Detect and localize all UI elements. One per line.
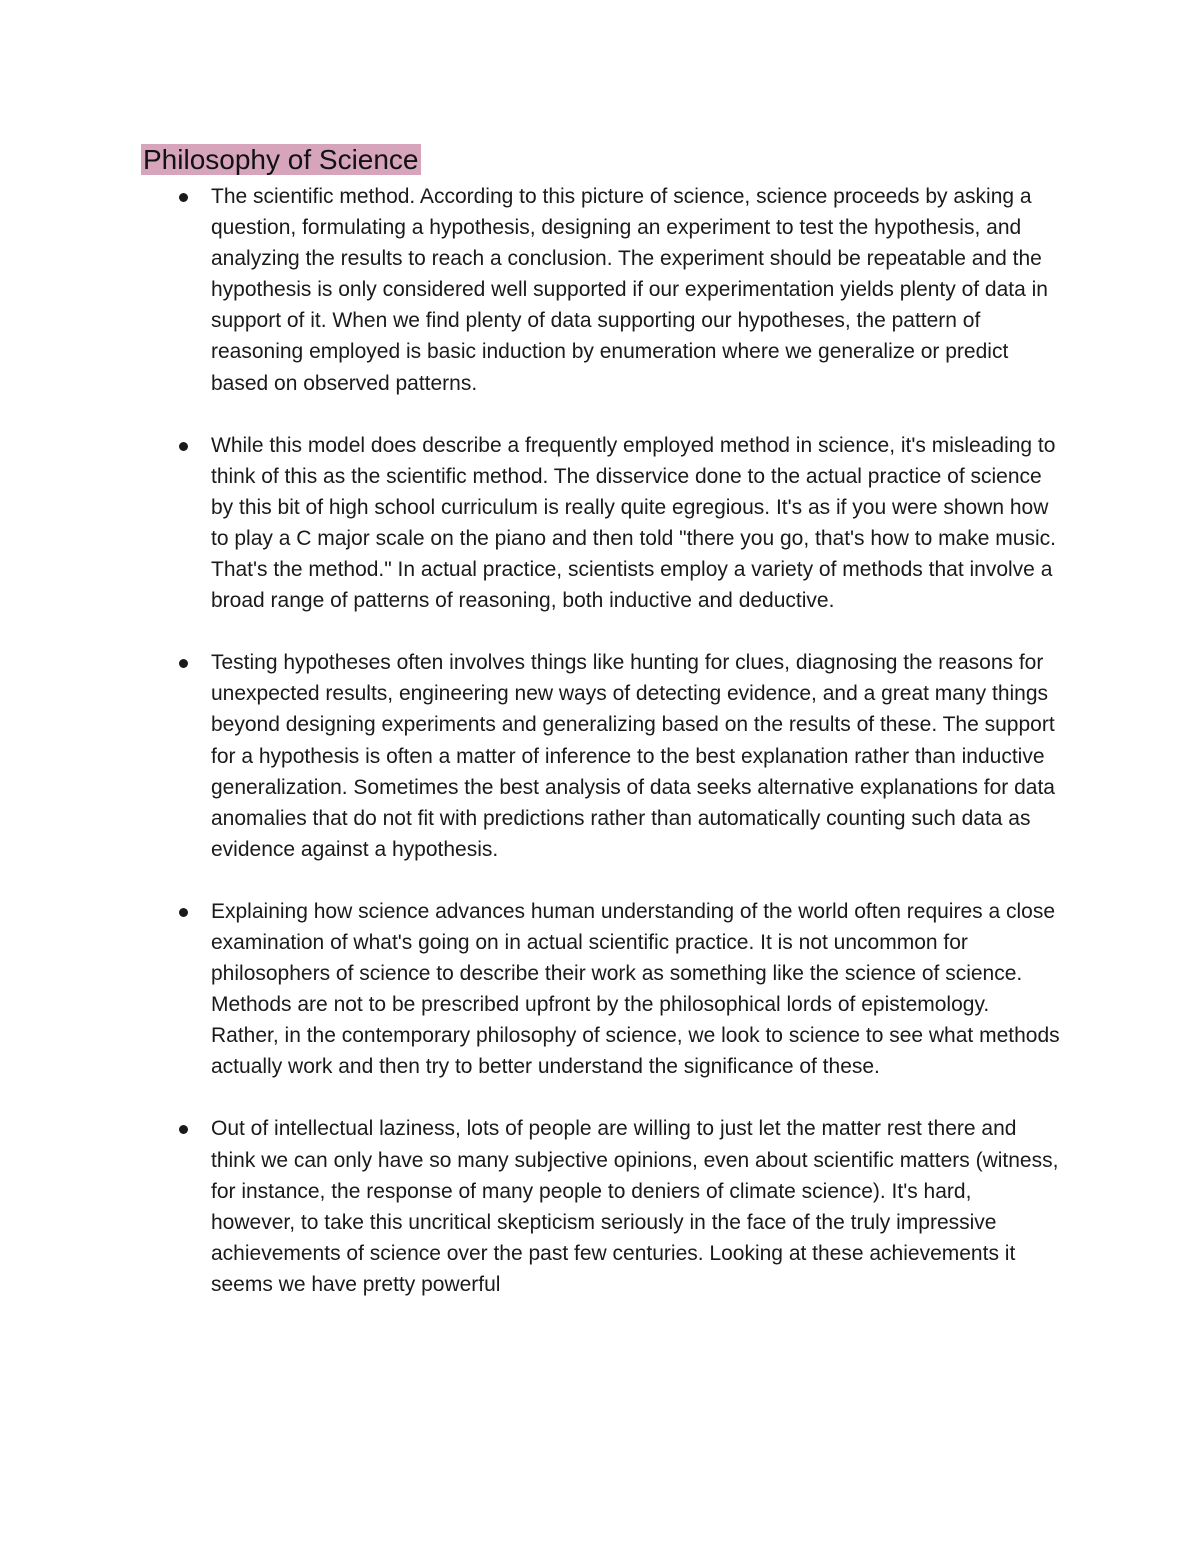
title-highlight: Philosophy of Science bbox=[143, 144, 419, 175]
bullet-icon bbox=[179, 442, 188, 451]
list-item bbox=[0, 430, 1061, 617]
bullet-icon bbox=[179, 908, 188, 917]
bullet-text: Testing hypotheses often involves things like hunting for clues, diagnosing the reasons for unexpected results, engineering new ways of detecting evidence, and a great many things beyond designing experiments and generalizing based on the results of these. The support for a hypothesis is often a matter of inference to the best explanation rather than inductive generalization. Sometimes the best analysis of data seeks alternative explanations for data anomalies that do not fit with predictions rather than automatically counting such data as evidence against a hypothesis. bbox=[211, 651, 1055, 861]
bullet-icon bbox=[179, 659, 188, 668]
bullet-text: Out of intellectual laziness, lots of people are willing to just let the matter rest there and think we can only have so many subjective opinions, even about scientific matters (witness, for instance, the response of many people to deniers of climate science). It's hard, however, to take this uncritical skepticism seriously in the face of the truly impressive achievements of science over the past few centuries. Looking at these achievements it seems we have pretty powerful bbox=[211, 1117, 1059, 1296]
bullet-icon bbox=[179, 1125, 188, 1134]
page-title bbox=[141, 141, 421, 179]
list-item bbox=[0, 1113, 1061, 1300]
bullet-text: While this model does describe a frequently employed method in science, it's misleading to think of this as the scientific method. The disservice done to the actual practice of science by this bit of high school curriculum is really quite egregious. It's as if you were shown how to play a C major scale on the piano and then told "there you go, that's how to make music. That's the method." In actual practice, scientists employ a variety of methods that involve a broad range of patterns of reasoning, both inductive and deductive. bbox=[211, 433, 1056, 613]
list-item bbox=[0, 896, 1061, 1083]
bullet-text: The scientific method. According to this picture of science, science proceeds by asking a question, formulating a hypothesis, designing an experiment to test the hypothesis, and analyzing the results to reach a conclusion. The experiment should be repeatable and the hypothesis is only considered well supported if our experimentation yields plenty of data in support of it. When we find plenty of data supporting our hypotheses, the pattern of reasoning employed is basic induction by enumeration where we generalize or predict based on observed patterns. bbox=[211, 185, 1048, 395]
bullet-icon bbox=[179, 193, 188, 202]
bullet-text: Explaining how science advances human understanding of the world often requires a close examination of what's going on in actual scientific practice. It is not uncommon for philosophers of science to describe their work as something like the science of science. Methods are not to be prescribed upfront by the philosophical lords of epistemology. Rather, in the contemporary philosophy of science, we look to science to see what methods actually work and then try to better understand the significance of these. bbox=[211, 899, 1060, 1079]
list-item bbox=[0, 181, 1061, 399]
bullet-list bbox=[0, 181, 1200, 1331]
list-item bbox=[0, 647, 1061, 865]
